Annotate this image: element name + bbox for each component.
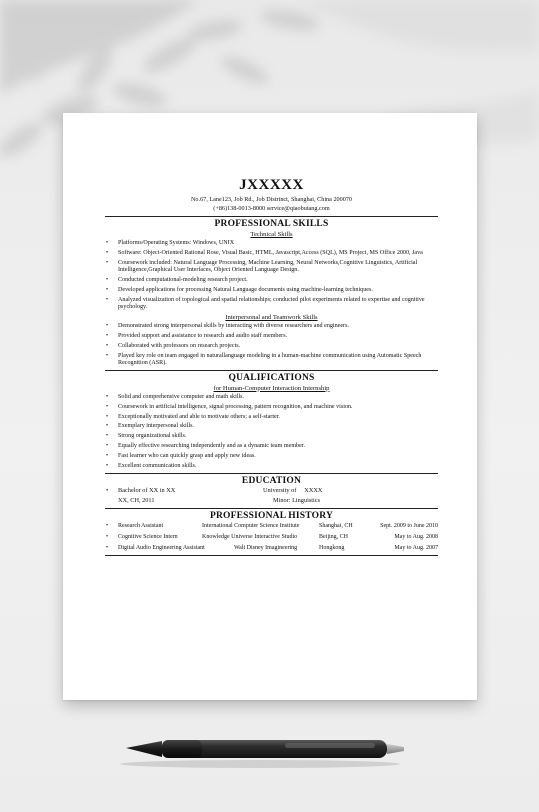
section-title-qualifications: QUALIFICATIONS bbox=[228, 372, 315, 383]
section-title-history: PROFESSIONAL HISTORY bbox=[209, 510, 334, 521]
history-dates: Sept. 2009 to June 2010 bbox=[380, 522, 438, 529]
list-item: • Equally effective researching independently and as a dynamic team member. bbox=[105, 443, 438, 450]
history-org: International Computer Science Institute bbox=[202, 522, 300, 529]
section-title-education: EDUCATION bbox=[241, 475, 302, 486]
section-divider bbox=[105, 555, 438, 556]
section-divider bbox=[105, 216, 438, 217]
history-row bbox=[105, 543, 438, 554]
minor-text: Minor: Linguistics bbox=[273, 496, 321, 504]
contact-phone-email: (+86)138-0013-8000 service@qiaobutang.com bbox=[213, 205, 330, 212]
history-role: Cognitive Science Intern bbox=[118, 533, 178, 540]
interpersonal-skills-list bbox=[105, 323, 438, 367]
subsection-title-technical: Technical Skills bbox=[250, 231, 293, 238]
list-item: • Analyzed visualization of topological and spatial relationships; conducted pilot experiments related to expertise and cognitive psychology. bbox=[105, 297, 438, 312]
section-title-skills: PROFESSIONAL SKILLS bbox=[214, 219, 329, 229]
list-item: • Software: Object-Oriented Rational Rose, Visual Basic, HTML, Javascript,Access (SQL), MS Project, MS Office 2000, Java bbox=[105, 250, 438, 257]
list-item: • Provided support and assistance to research and audio staff members. bbox=[105, 333, 438, 340]
list-item: • Collaborated with professors on research projects. bbox=[105, 343, 438, 350]
pen-icon bbox=[120, 730, 410, 770]
bullet-icon: • bbox=[106, 533, 109, 540]
history-role: Research Assistant bbox=[118, 522, 164, 529]
list-item: • Platforms/Operating Systems: Windows, UNIX bbox=[105, 240, 438, 247]
list-item: • Exceptionally motivated and able to motivate others; a self-starter. bbox=[105, 414, 438, 421]
history-table bbox=[105, 521, 438, 554]
history-org: Walt Disney Imagineering bbox=[234, 544, 298, 551]
university-text: University of XXXX bbox=[263, 486, 323, 494]
list-item: • Exemplary interpersonal skills. bbox=[105, 423, 438, 430]
history-role: Digital Audio Engineering Assistant bbox=[118, 544, 205, 551]
qualifications-list bbox=[105, 394, 438, 471]
list-item: • Developed applications for processing Natural Language documents using machine-learning techniques. bbox=[105, 287, 438, 294]
history-org: Knowledge Universe Interactive Studio bbox=[202, 533, 298, 540]
resume-name: JXXXXX bbox=[239, 177, 304, 193]
bullet-icon: • bbox=[106, 544, 109, 551]
list-item: • Conducted computational-modeling research project. bbox=[105, 277, 438, 284]
history-row bbox=[105, 532, 438, 543]
bullet-icon: • bbox=[106, 486, 109, 494]
list-item: • Played key role on team engaged in naturallanguage modeling in a human-machine communication using Automatic Speech Recognition (ASR). bbox=[105, 353, 438, 368]
history-place: Hongkong bbox=[319, 544, 345, 551]
history-dates: May to Aug. 2008 bbox=[394, 533, 438, 540]
education-block bbox=[105, 486, 438, 506]
degree-text: Bachelor of XX in XX bbox=[118, 486, 176, 494]
bullet-icon: • bbox=[106, 522, 109, 529]
education-date: XX, CH, 2011 bbox=[118, 496, 155, 504]
history-dates: May to Aug. 2007 bbox=[394, 544, 438, 551]
list-item: • Strong organizational skills. bbox=[105, 433, 438, 440]
history-row bbox=[105, 521, 438, 532]
list-item: • Coursework included: Natural Language Processing, Machine Learning, Neural Networks,Cognitive Linguistics, Artificial Intelligence,Graphical User Interfaces, Object Oriented Language Design. bbox=[105, 260, 438, 275]
technical-skills-list bbox=[105, 240, 438, 311]
list-item: • Solid and comprehensive computer and math skills. bbox=[105, 394, 438, 401]
list-item: • Coursework in artificial intelligence, signal processing, pattern recognition, and machine vision. bbox=[105, 404, 438, 411]
resume-content bbox=[105, 177, 438, 556]
list-item: • Fast learner who can quickly grasp and apply new ideas. bbox=[105, 453, 438, 460]
list-item: • Excellent communication skills. bbox=[105, 463, 438, 470]
resume-paper bbox=[63, 113, 477, 700]
subsection-title-internship: for Human-Computer Interaction Internship bbox=[213, 384, 330, 392]
contact-address: No.67, Lane123, Job Rd., Job Distrinct, Shanghai, China 200070 bbox=[190, 196, 353, 203]
list-item: • Demonstrated strong interpersonal skills by interacting with diverse researchers and engineers. bbox=[105, 323, 438, 330]
subsection-title-interpersonal: Interpersonal and Teamwork Skills bbox=[225, 313, 318, 321]
history-place: Shanghai, CH bbox=[319, 522, 353, 529]
history-place: Beijing, CH bbox=[319, 533, 349, 540]
section-divider bbox=[105, 370, 438, 371]
section-divider bbox=[105, 508, 438, 509]
section-divider bbox=[105, 473, 438, 474]
